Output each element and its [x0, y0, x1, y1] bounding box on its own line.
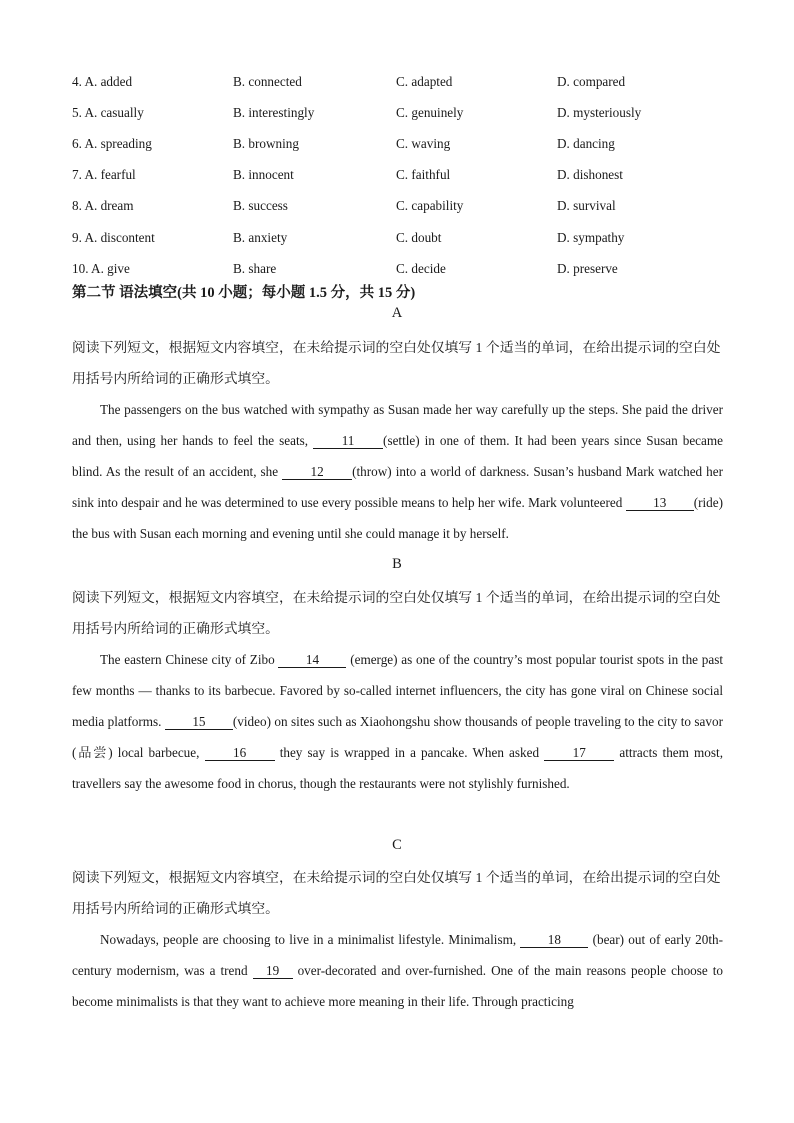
option-a: 8. A. dream [72, 198, 134, 214]
blank-15: 15 [165, 714, 233, 730]
option-row [72, 128, 732, 159]
blank-19: 19 [253, 963, 293, 979]
blank-16: 16 [205, 745, 275, 761]
option-a: 4. A. added [72, 73, 133, 89]
passage-text-run: Nowadays, people are choosing to live in a minimalist lifestyle. Minimalism, [100, 932, 521, 947]
passage-text-run: The eastern Chinese city of Zibo [100, 652, 279, 667]
passage-text-run: (ride) the bus with Susan each morning and evening until she could manage it by herself. [72, 495, 723, 542]
option-row [72, 160, 732, 191]
option-c: C. faithful [396, 167, 451, 183]
passage-a-instruction: 阅读下列短文，根据短文内容填空，在未给提示词的空白处仅填写 1 个适当的单词，在给出提示词的空白处用括号内所给词的正确形式填空。 [72, 340, 721, 386]
blank-14: 14 [278, 652, 346, 668]
passage-text-run: The passengers on the bus watched with sympathy as Susan made her way carefully up the steps. She paid the driver and then, using her hands to feel the seats, [72, 402, 723, 449]
option-a: 6. A. spreading [72, 135, 152, 151]
option-row [72, 97, 732, 128]
passage-c-text [72, 924, 723, 1017]
option-b: B. browning [233, 135, 299, 151]
option-b: B. success [233, 198, 288, 214]
passage-text-run: they say is wrapped in a pancake. When asked [274, 745, 545, 761]
passage-c-instruction: 阅读下列短文，根据短文内容填空，在未给提示词的空白处仅填写 1 个适当的单词，在给出提示词的空白处用括号内所给词的正确形式填空。 [72, 870, 721, 916]
answer-options-list [72, 66, 732, 284]
passage-b-text [72, 644, 723, 799]
blank-12: 12 [282, 464, 352, 480]
passage-text-run: (emerge) as one of the country’s most popular tourist spots in the past few months — thanks to its barbecue. Favored by so-called internet influencers, the city has gone viral on Chinese social media platforms. [72, 652, 723, 730]
passage-b-letter: B [392, 556, 402, 572]
passage-text-run: over-decorated and over-furnished. One of the main reasons people choose to become minimalists is that they want to achieve more meaning in their life. Through practicing [72, 963, 724, 1010]
passage-text-run: (bear) out of early 20th-century modernism, was a trend [72, 932, 723, 979]
option-b: B. innocent [233, 167, 294, 183]
blank-11: 11 [313, 433, 383, 449]
option-c: C. decide [396, 260, 446, 276]
passage-text-run: (settle) in one of them. It had been years since Susan became blind. As the result of an accident, she [72, 433, 723, 480]
option-b: B. interestingly [233, 104, 315, 120]
option-row [72, 191, 732, 222]
option-c: C. waving [396, 135, 451, 151]
passage-a-text [72, 394, 723, 549]
option-a: 5. A. casually [72, 104, 144, 120]
passage-text-run: (throw) into a world of darkness. Susan’s husband Mark watched her sink into despair and he was determined to use every possible means to help her wife. Mark volunteered [72, 464, 723, 511]
option-a: 9. A. discontent [72, 229, 155, 245]
option-c: C. genuinely [396, 104, 464, 120]
passage-text-run: attracts them most, travellers say the awesome food in chorus, though the restaurants were not stylishly furnished. [72, 745, 723, 792]
passage-b-instruction: 阅读下列短文，根据短文内容填空，在未给提示词的空白处仅填写 1 个适当的单词，在给出提示词的空白处用括号内所给词的正确形式填空。 [72, 590, 721, 636]
option-d: D. sympathy [557, 229, 625, 245]
blank-13: 13 [626, 495, 694, 511]
passage-text-run: (video) on sites such as Xiaohongshu show thousands of people traveling to the city to savor (品尝) local barbecue, [72, 714, 723, 761]
option-d: D. preserve [557, 260, 618, 276]
option-a: 10. A. give [72, 260, 130, 276]
option-row [72, 253, 732, 284]
option-c: C. doubt [396, 229, 442, 245]
option-d: D. mysteriously [557, 104, 642, 120]
option-d: D. dishonest [557, 167, 623, 183]
option-d: D. dancing [557, 135, 615, 151]
option-c: C. adapted [396, 73, 453, 89]
option-d: D. survival [557, 198, 616, 214]
option-b: B. share [233, 260, 277, 276]
option-row [72, 222, 732, 253]
passage-c-letter: C [392, 837, 402, 853]
option-d: D. compared [557, 73, 626, 89]
option-a: 7. A. fearful [72, 167, 136, 183]
option-c: C. capability [396, 198, 464, 214]
option-b: B. connected [233, 73, 302, 89]
option-b: B. anxiety [233, 229, 288, 245]
blank-18: 18 [520, 932, 588, 948]
blank-17: 17 [544, 745, 614, 761]
section-heading: 第二节 语法填空(共 10 小题；每小题 1.5 分，共 15 分) [72, 285, 416, 301]
passage-a-letter: A [391, 305, 403, 321]
option-row [72, 66, 732, 97]
